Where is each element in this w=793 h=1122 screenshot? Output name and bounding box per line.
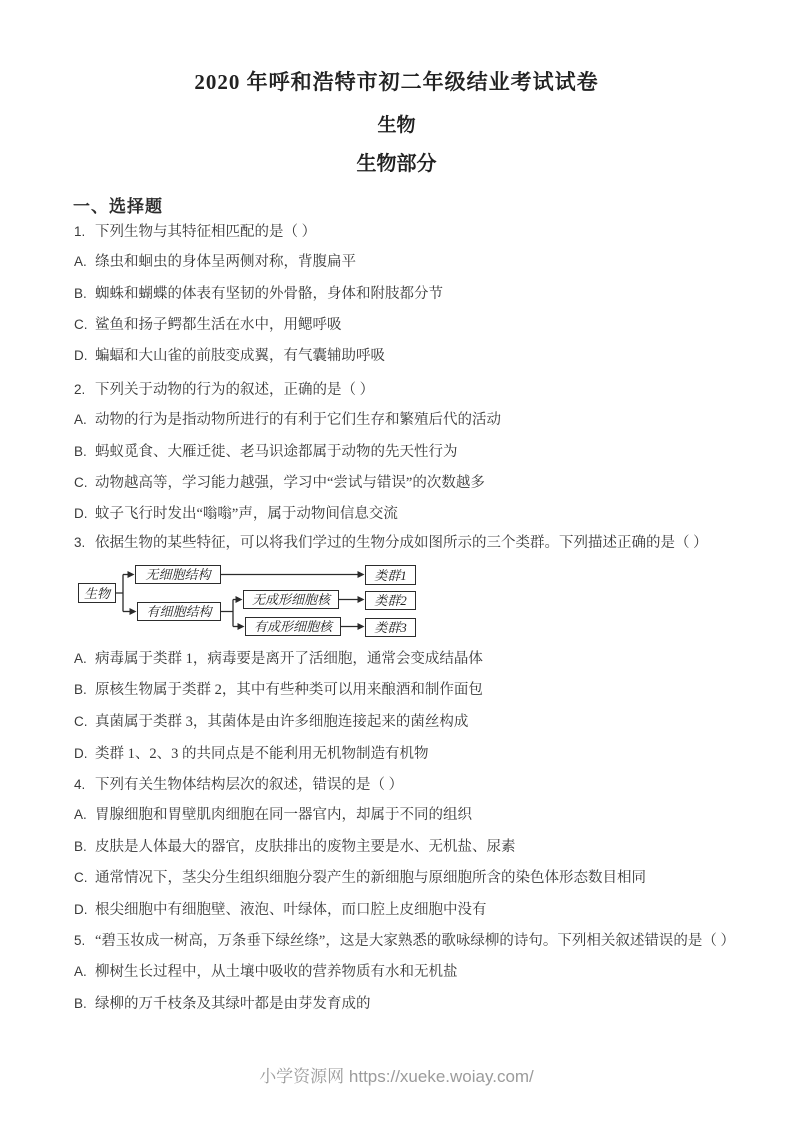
option-text: 蝙蝠和大山雀的前肢变成翼，有气囊辅助呼吸 (95, 348, 385, 364)
diagram-box-no-formed-nucleus: 无成形细胞核 (243, 590, 339, 609)
option-text: 绿柳的万千枝条及其绿叶都是由芽发育成的 (95, 996, 371, 1012)
option-label: B. (74, 286, 87, 301)
option-text: 胃腺细胞和胃壁肌肉细胞在同一器官内，却属于不同的组织 (95, 807, 472, 823)
diagram-box-group1: 类群1 (365, 565, 416, 585)
option-text: 动物的行为是指动物所进行的有利于它们生存和繁殖后代的活动 (95, 412, 501, 428)
question-4-stem (74, 775, 403, 795)
question-4-option-c (74, 868, 646, 888)
option-text: 鲨鱼和扬子鳄都生活在水中，用鳃呼吸 (95, 317, 342, 333)
question-number: 5. (74, 933, 86, 948)
option-text: 动物越高等，学习能力越强，学习中“尝试与错误”的次数越多 (95, 475, 485, 491)
question-3-option-a (74, 649, 483, 669)
option-label: B. (74, 444, 87, 459)
diagram-box-root: 生物 (78, 583, 116, 603)
question-2-option-b (74, 442, 458, 462)
option-label: C. (74, 870, 88, 885)
question-1-option-a (74, 252, 356, 272)
question-number: 2. (74, 382, 86, 397)
diagram-box-no-cell-structure: 无细胞结构 (135, 565, 221, 584)
option-label: D. (74, 348, 88, 363)
option-text: 绦虫和蛔虫的身体呈两侧对称，背腹扁平 (95, 254, 356, 270)
question-5-stem (74, 931, 735, 951)
question-number: 3. (74, 535, 86, 550)
option-label: A. (74, 807, 87, 822)
question-text: 下列关于动物的行为的叙述，正确的是（ ） (95, 382, 375, 398)
option-text: 柳树生长过程中，从土壤中吸收的营养物质有水和无机盐 (95, 964, 458, 980)
option-label: B. (74, 996, 87, 1011)
option-label: C. (74, 714, 88, 729)
option-text: 类群 1、2、3 的共同点是不能利用无机物制造有机物 (95, 746, 429, 762)
option-label: A. (74, 651, 87, 666)
question-4-option-b (74, 837, 516, 857)
question-number: 1. (74, 224, 86, 239)
question-5-option-b (74, 994, 371, 1014)
option-label: D. (74, 746, 88, 761)
question-2-option-a (74, 410, 501, 430)
question-3-option-b (74, 680, 483, 700)
question-number: 4. (74, 777, 86, 792)
exam-title: 2020 年呼和浩特市初二年级结业考试试卷 (194, 70, 599, 94)
diagram-box-has-cell-structure: 有细胞结构 (137, 602, 221, 621)
option-label: C. (74, 475, 88, 490)
question-text: “碧玉妆成一树高，万条垂下绿丝绦”，这是大家熟悉的歌咏绿柳的诗句。下列相关叙述错误的是（ ） (95, 933, 735, 949)
option-label: D. (74, 902, 88, 917)
question-1-option-d (74, 346, 385, 366)
option-text: 蚊子飞行时发出“嗡嗡”声，属于动物间信息交流 (95, 506, 398, 522)
question-3-option-c (74, 712, 468, 732)
question-2-option-c (74, 473, 485, 493)
option-label: B. (74, 682, 87, 697)
option-label: C. (74, 317, 88, 332)
option-text: 蚂蚁觅食、大雁迁徙、老马识途都属于动物的先天性行为 (95, 444, 458, 460)
question-text: 下列生物与其特征相匹配的是（ ） (95, 224, 317, 240)
question-2-stem (74, 380, 374, 400)
option-label: B. (74, 839, 87, 854)
exam-subject: 生物 (377, 115, 416, 136)
question-2-option-d (74, 504, 398, 524)
question-4-option-a (74, 805, 472, 825)
question-text: 依据生物的某些特征，可以将我们学过的生物分成如图所示的三个类群。下列描述正确的是（ ） (95, 535, 708, 551)
option-text: 蜘蛛和蝴蝶的体表有坚韧的外骨骼，身体和附肢都分节 (95, 286, 443, 302)
question-1-option-c (74, 315, 342, 335)
diagram-box-group2: 类群2 (365, 591, 416, 610)
section-heading: 一、选择题 (73, 197, 163, 216)
question-4-option-d (74, 900, 487, 920)
option-text: 真菌属于类群 3，其菌体是由许多细胞连接起来的菌丝构成 (95, 714, 469, 730)
option-text: 根尖细胞中有细胞壁、液泡、叶绿体，而口腔上皮细胞中没有 (95, 902, 487, 918)
option-label: D. (74, 506, 88, 521)
question-text: 下列有关生物体结构层次的叙述，错误的是（ ） (95, 777, 404, 793)
option-text: 原核生物属于类群 2，其中有些种类可以用来酿酒和制作面包 (95, 682, 483, 698)
option-text: 通常情况下，茎尖分生组织细胞分裂产生的新细胞与原细胞所含的染色体形态数目相同 (95, 870, 646, 886)
question-3-stem (74, 533, 708, 553)
question-1-option-b (74, 284, 443, 304)
option-label: A. (74, 412, 87, 427)
exam-section: 生物部分 (356, 153, 437, 175)
option-text: 皮肤是人体最大的器官，皮肤排出的废物主要是水、无机盐、尿素 (95, 839, 516, 855)
diagram-box-has-formed-nucleus: 有成形细胞核 (245, 617, 341, 636)
diagram-box-group3: 类群3 (365, 618, 416, 637)
classification-diagram (75, 562, 420, 644)
option-label: A. (74, 964, 87, 979)
question-1-stem (74, 222, 316, 242)
footer-watermark: 小学资源网 https://xueke.woiay.com/ (259, 1067, 534, 1086)
question-5-option-a (74, 962, 458, 982)
option-label: A. (74, 254, 87, 269)
question-3-option-d (74, 744, 429, 764)
option-text: 病毒属于类群 1，病毒要是离开了活细胞，通常会变成结晶体 (95, 651, 483, 667)
